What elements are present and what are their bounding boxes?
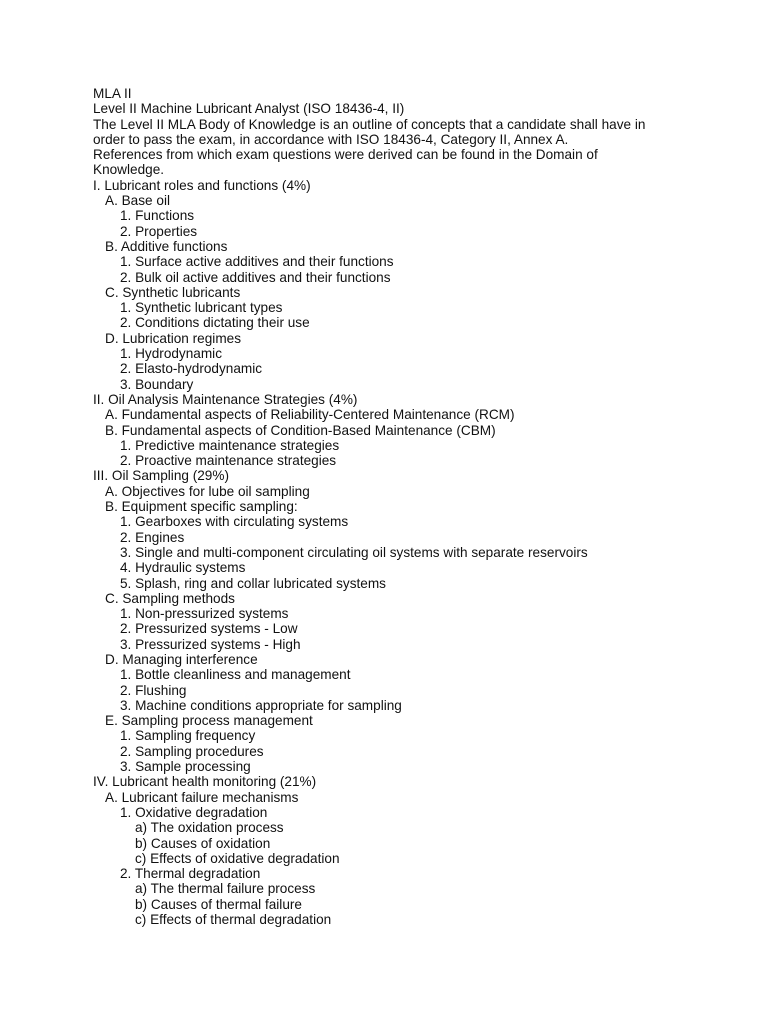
document-subtitle: Level II Machine Lubricant Analyst (ISO 18436-4, II) [93,101,405,117]
outline-item: 3. Single and multi-component circulating oil systems with separate reservoirs [120,544,588,560]
outline-item: 2. Elasto-hydrodynamic [120,361,263,377]
document-title: MLA II [93,86,132,101]
outline-subitem: a) The oxidation process [135,820,284,836]
outline-item: 2. Flushing [120,682,187,698]
outline-item: 2. Bulk oil active additives and their functions [120,269,391,285]
intro-paragraph [93,117,693,178]
outline-list [93,178,693,928]
outline-item: 2. Thermal degradation [120,866,261,882]
outline-item: 3. Pressurized systems - High [120,636,301,652]
outline-subsection: A. Base oil [105,193,170,209]
outline-section: II. Oil Analysis Maintenance Strategies (4%) [93,391,358,407]
outline-item: 3. Boundary [120,376,194,392]
outline-subitem: b) Causes of oxidation [135,835,271,851]
outline-item: 1. Functions [120,208,195,224]
document-page [93,86,693,927]
outline-subitem: c) Effects of oxidative degradation [135,850,340,866]
outline-item: 1. Synthetic lubricant types [120,300,283,316]
outline-subsection: C. Sampling methods [105,590,235,606]
outline-subsection: A. Lubricant failure mechanisms [105,789,299,805]
outline-item: 2. Engines [120,529,185,545]
intro-line: The Level II MLA Body of Knowledge is an outline of concepts that a candidate shall have in [93,116,646,132]
outline-item: 1. Bottle cleanliness and management [120,667,351,683]
outline-item: 2. Conditions dictating their use [120,315,310,331]
outline-item: 1. Oxidative degradation [120,804,268,820]
outline-item: 1. Gearboxes with circulating systems [120,514,349,530]
outline-subitem: a) The thermal failure process [135,881,316,897]
intro-line: order to pass the exam, in accordance with ISO 18436-4, Category II, Annex A. [93,131,569,147]
outline-section: I. Lubricant roles and functions (4%) [93,177,311,193]
outline-item: 4. Hydraulic systems [120,560,246,576]
outline-item: 1. Sampling frequency [120,728,256,744]
outline-subsection: D. Lubrication regimes [105,330,241,346]
outline-subsection: C. Synthetic lubricants [105,284,241,300]
outline-subsection: B. Additive functions [105,238,228,254]
outline-subsection: D. Managing interference [105,651,258,667]
outline-item: 1. Surface active additives and their functions [120,254,394,270]
outline-subsection: B. Equipment specific sampling: [105,499,298,515]
outline-item: 2. Sampling procedures [120,743,264,759]
intro-line: Knowledge. [93,162,165,178]
outline-item: 3. Machine conditions appropriate for sampling [120,697,402,713]
outline-subsection: B. Fundamental aspects of Condition-Based Maintenance (CBM) [105,422,496,438]
intro-line: References from which exam questions were derived can be found in the Domain of [93,147,598,163]
outline-subitem: c) Effects of thermal degradation [135,912,332,928]
outline-item: 1. Predictive maintenance strategies [120,437,340,453]
outline-item: 1. Hydrodynamic [120,346,222,362]
outline-item: 5. Splash, ring and collar lubricated systems [120,575,386,591]
outline-subitem: b) Causes of thermal failure [135,896,302,912]
outline-item: 2. Proactive maintenance strategies [120,453,337,469]
outline-item: 3. Sample processing [120,759,251,775]
outline-subsection: A. Objectives for lube oil sampling [105,483,310,499]
outline-section: IV. Lubricant health monitoring (21%) [93,774,317,790]
outline-subsection: A. Fundamental aspects of Reliability-Centered Maintenance (RCM) [105,407,515,423]
outline-item: 2. Pressurized systems - Low [120,621,298,637]
outline-section: III. Oil Sampling (29%) [93,468,229,484]
outline-item: 2. Properties [120,223,198,239]
outline-item: 1. Non-pressurized systems [120,606,289,622]
outline-subsection: E. Sampling process management [105,713,313,729]
